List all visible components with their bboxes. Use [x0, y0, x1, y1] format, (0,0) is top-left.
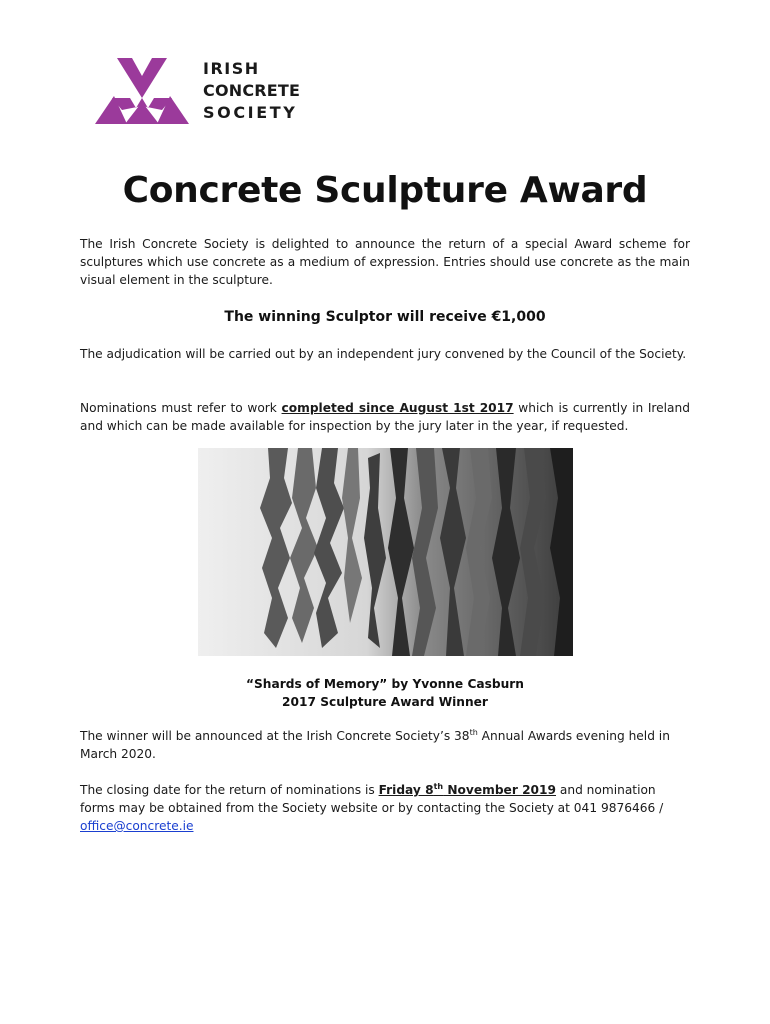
closing-date-day: Friday 8: [378, 783, 434, 797]
logo-word-irish: IRISH: [203, 59, 260, 78]
nominations-paragraph: [80, 399, 690, 435]
logo-word-concrete: CONCRETE: [203, 81, 301, 100]
completion-date-emphasis: completed since August 1st 2017: [281, 401, 514, 415]
society-wordmark: [203, 58, 300, 124]
caption-subtitle: 2017 Sculpture Award Winner: [282, 695, 488, 709]
closing-text-start: The closing date for the return of nominations is: [80, 783, 379, 797]
sculpture-photo: [198, 448, 573, 656]
page-title: Concrete Sculpture Award: [122, 170, 648, 211]
closing-paragraph: [80, 781, 690, 835]
intro-paragraph: The Irish Concrete Society is delighted to announce the return of a special Award scheme for sculptures which use concrete as a medium of expression. Entries should use concrete as the main visual element in the sculpture.: [80, 237, 690, 287]
logo-word-society: SOCIETY: [203, 103, 298, 122]
announcement-paragraph: [80, 727, 690, 763]
nominations-text-start: Nominations must refer to work: [80, 401, 282, 415]
photo-caption: [0, 675, 770, 711]
society-logo: [92, 58, 322, 130]
closing-text-end: and nomination forms may be obtained from the Society website or by contacting the Society at 041 9876466 /: [80, 783, 664, 815]
closing-date-rest: November 2019: [443, 783, 556, 797]
nominations-text-end: which is currently in Ireland and which can be made available for inspection by the jury later in the year, if requested.: [80, 401, 690, 433]
closing-date: [379, 783, 556, 797]
announcement-text-start: The winner will be announced at the Irish Concrete Society’s 38: [80, 729, 470, 743]
closing-date-ordinal: th: [433, 781, 444, 791]
caption-title: “Shards of Memory” by Yvonne Casburn: [246, 677, 524, 691]
prize-heading: The winning Sculptor will receive €1,000: [224, 309, 546, 325]
adjudication-paragraph: The adjudication will be carried out by an independent jury convened by the Council of the Society.: [80, 347, 687, 361]
email-link[interactable]: office@concrete.ie: [80, 819, 194, 833]
society-logo-icon: [92, 58, 192, 128]
announcement-text-end: Annual Awards evening held in March 2020.: [80, 729, 670, 761]
announcement-ordinal: th: [469, 727, 478, 737]
sculpture-photo-image: [198, 448, 573, 656]
